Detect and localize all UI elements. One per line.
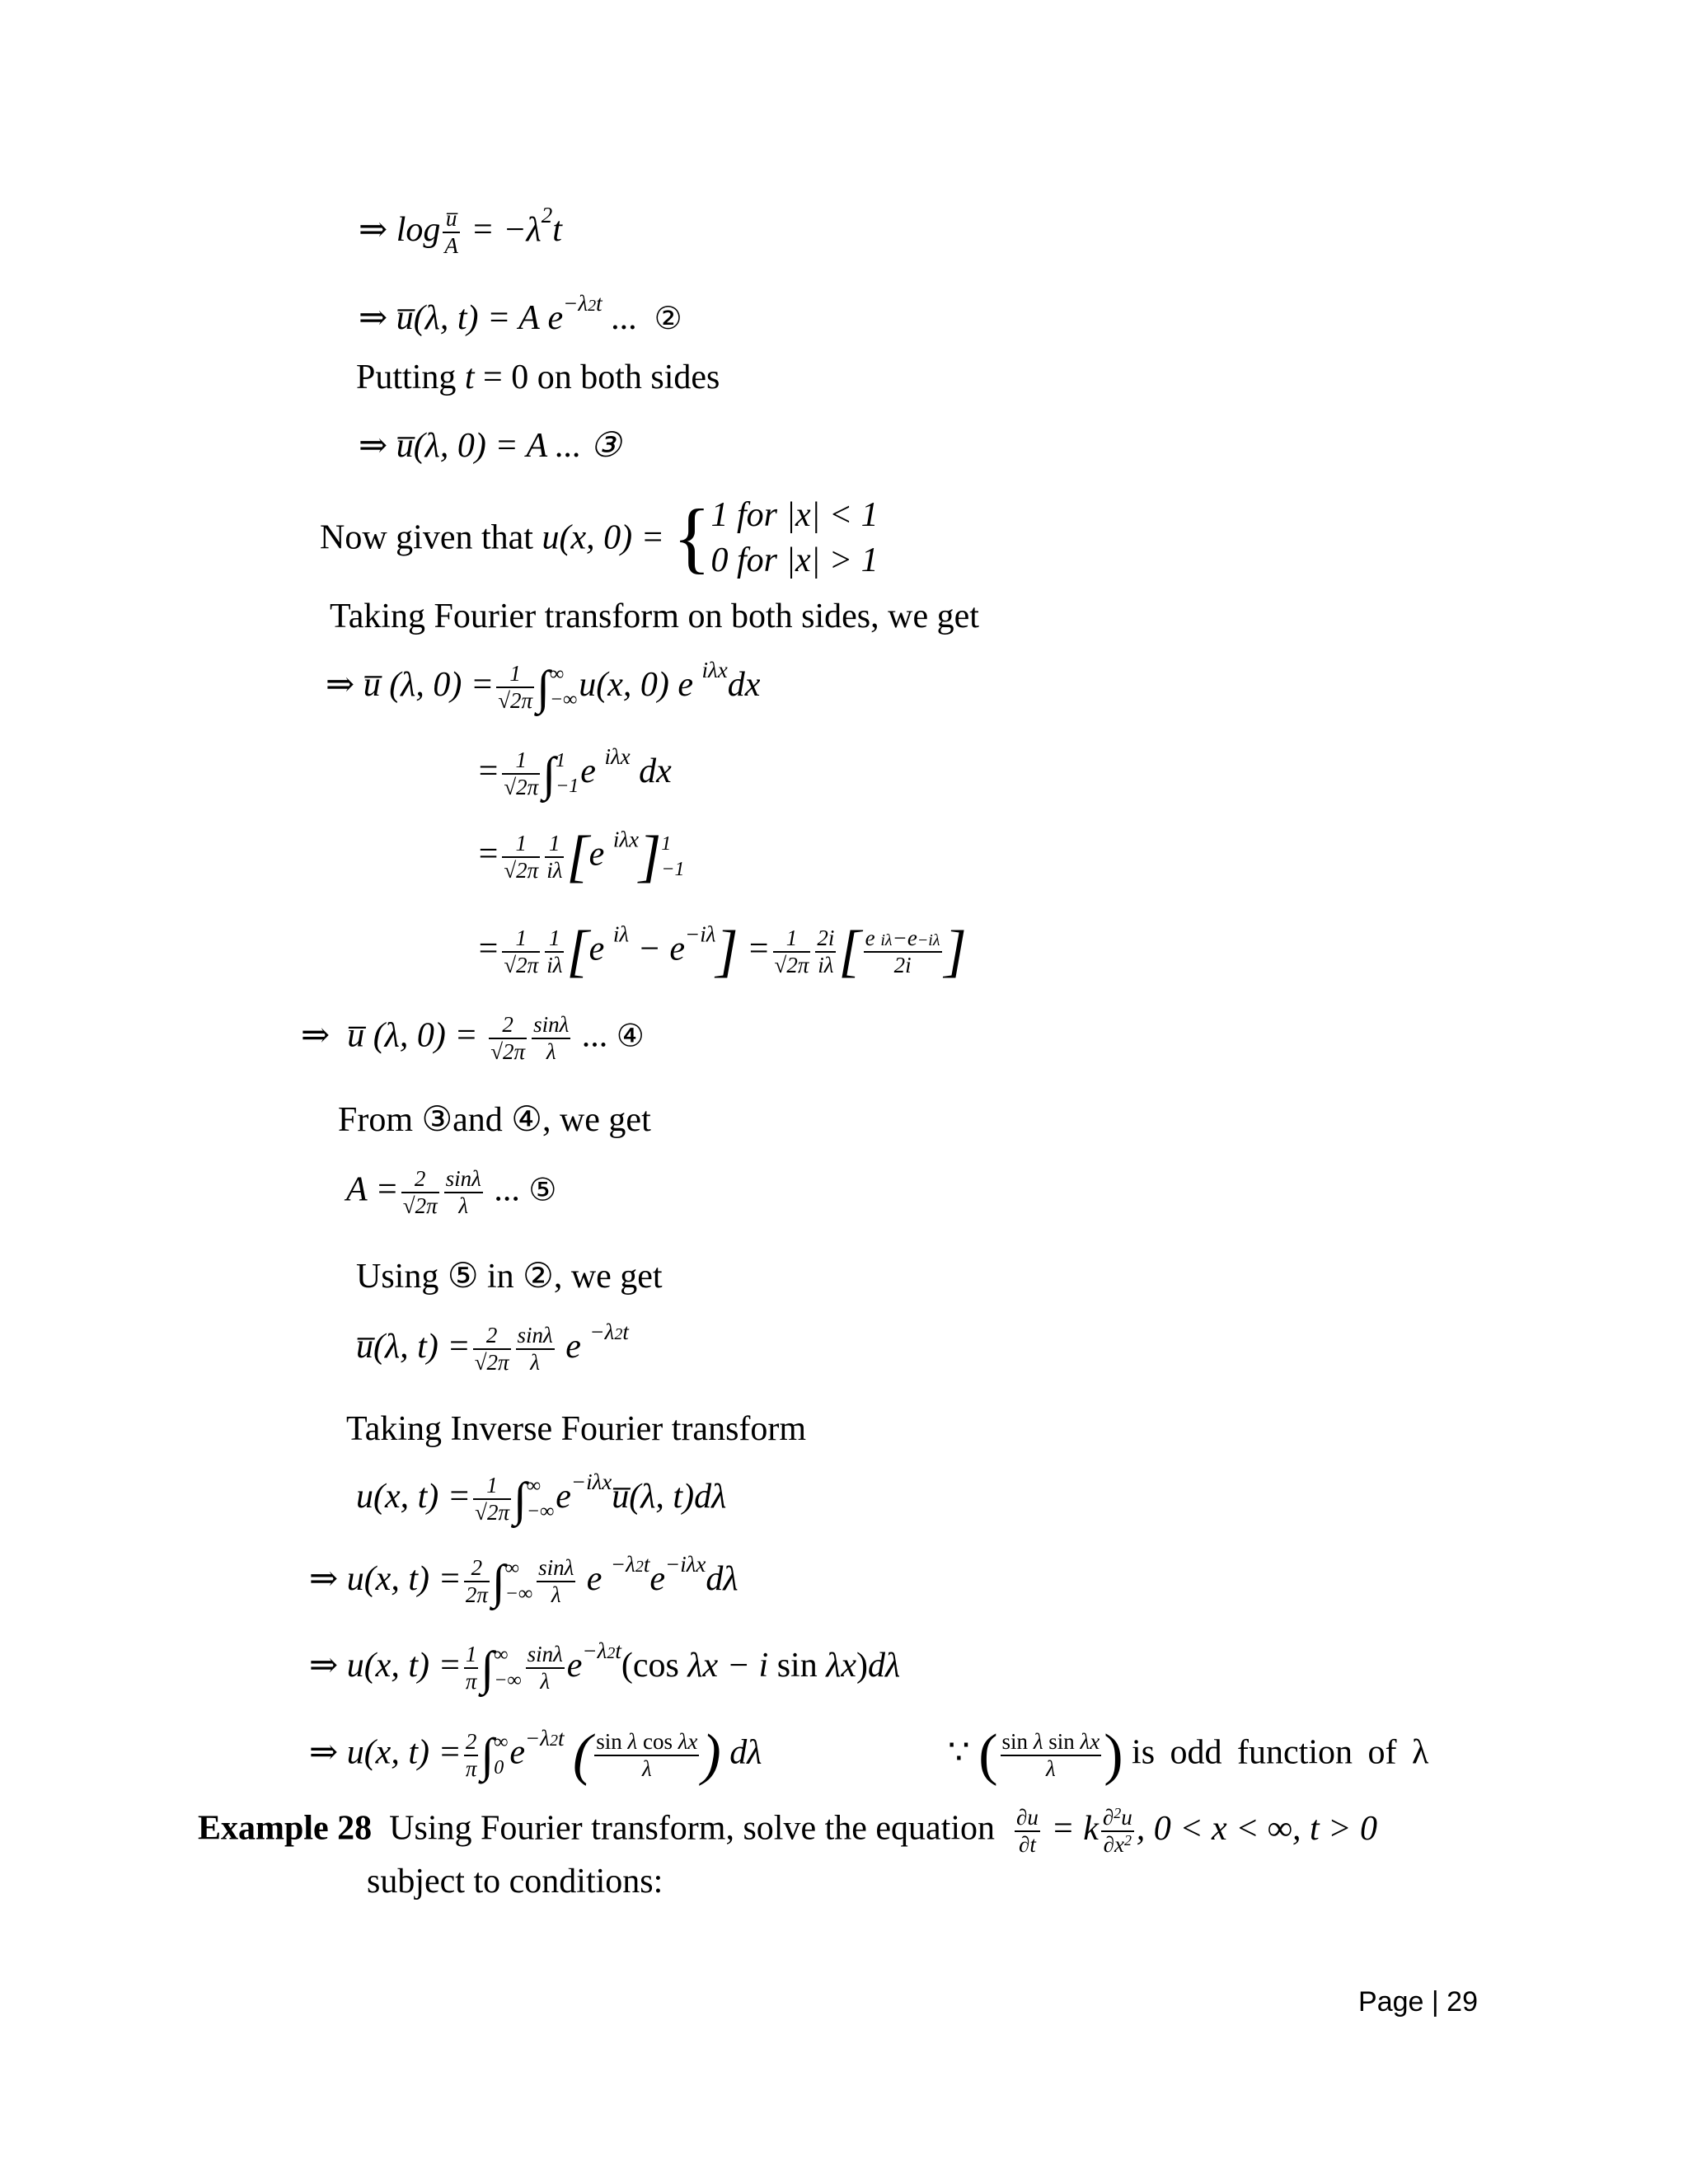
equation-inverse-3: ⇒ u(x, t) = $\frac{1}{\pi}$ ∫ ∞ −∞ $\frac{\sin\lambda}{\lambda}$ $e^{-\lambda 2t}(\cos$ λx − i sin λx)dλ [309,1638,901,1695]
equation-fourier-4: = $\frac{1}{√2\pi}$ $\frac{1}{i\lambda}$ [e $^{i\lambda} - e^{-i\lambda}$] = $\frac{1}{√2\pi}$ $\frac{2i}{i\lambda}$ [ $\frac{\text{e iλ−e−iλ}}{2i}$ ] [476,920,967,983]
using52-line: Using ⑤ in ②, we get [356,1258,663,1296]
taking-fourier-line: Taking Fourier transform on both sides, we get [330,598,979,635]
text-now-given: Now given that [320,518,533,557]
text-putting-rest: on both sides [537,359,720,396]
equation-inverse-2: ⇒ u(x, t) = $\frac{2}{2\pi}$ ∫ ∞ −∞ $\frac{\sin\lambda}{\lambda}$ e $^{-\lambda 2t}e^{-i\lambda x}d\lambda$ [309,1552,738,1609]
text-putting: Putting [356,359,457,396]
putting-line: Putting t = 0 on both sides [356,359,720,396]
subject-line: subject to conditions: [367,1863,663,1900]
equation-log: ⇒ log $\frac{u̅}{A}$ = $-\lambda^2t$ [359,203,562,259]
text-odd-function: is odd function of λ [1132,1733,1429,1772]
equation-inverse-1: u(x, t) = $\frac{1}{√2\pi}$ ∫ ∞ −∞ $e^{-i\lambda x}u̅(\lambda$, t)dλ [356,1469,727,1526]
given-line: Now given that u(x, 0) = { 1 for |x| < 1 0 for |x| > 1 [320,493,879,582]
case-1: 1 for |x| < 1 [710,496,879,534]
equation-fourier-1: ⇒ u̅ (λ, 0) = $\frac{1}{√2\pi}$ ∫ ∞ −∞ u(x, 0) e $^{i\lambda x}$dx [326,658,761,715]
example-conditions: , 0 < x < ∞, t > 0 [1136,1809,1377,1848]
equation-2: ⇒ u̅(λ, t) = A $e^{-\lambda 2t}$ ... ② [359,291,682,337]
taking-inverse-line: Taking Inverse Fourier transform [346,1410,807,1448]
case-2: 0 for |x| > 1 [710,541,879,579]
equation-ubar-t: u̅(λ, t) = $\frac{2}{√2\pi}$ $\frac{\sin\lambda}{\lambda}$ e $^{-\lambda 2t}$ [356,1319,629,1376]
equation-inverse-4: ⇒ u(x, t) = $\frac{2}{\pi}$ ∫ ∞ 0 $e^{-\lambda 2t}$ ( $\frac{\text{sin λ cos λx}}{\lambda}$ ) dλ [309,1723,762,1787]
equation-fourier-3: = $\frac{1}{√2\pi}$ $\frac{1}{i\lambda}$ [e $^{i\lambda x}$] 1 −1 [476,825,685,888]
equation-3 [359,429,621,463]
example-text: Using Fourier transform, solve the equation [389,1809,996,1848]
equation-fourier-2: = $\frac{1}{√2\pi}$ ∫ 1 −1 e $^{i\lambda x}$ dx [476,744,672,801]
example-28-line: Example 28 Using Fourier transform, solve the equation $\frac{\partial u}{\partial t}$ = k $\frac{\partial^2u}{\partial x^2}$ , 0 < x < ∞, t > 0 [198,1805,1377,1858]
example-label: Example 28 [198,1809,373,1848]
text-l2: ⇒ u̅(λ, t) = A e [359,299,564,337]
text-l1: ⇒ log [359,211,441,249]
from34-line: From ③and ④, we get [338,1101,651,1139]
equation-5: A = $\frac{2}{√2\pi}$ $\frac{\sin\lambda}{\lambda}$ ... ⑤ [346,1166,557,1219]
text-l4: ⇒ u̅(λ, 0) = A ... ③ [359,427,621,465]
equation-4: ⇒ u̅ (λ, 0) = $\frac{2}{√2\pi}$ $\frac{\sin\lambda}{\lambda}$ ... ④ [301,1012,645,1065]
page-footer: Page | 29 [1358,1986,1478,2018]
odd-function-note: ∵ ( $\frac{\text{sin λ sin λx}}{\lambda}$ ) is odd function of λ [948,1723,1429,1787]
